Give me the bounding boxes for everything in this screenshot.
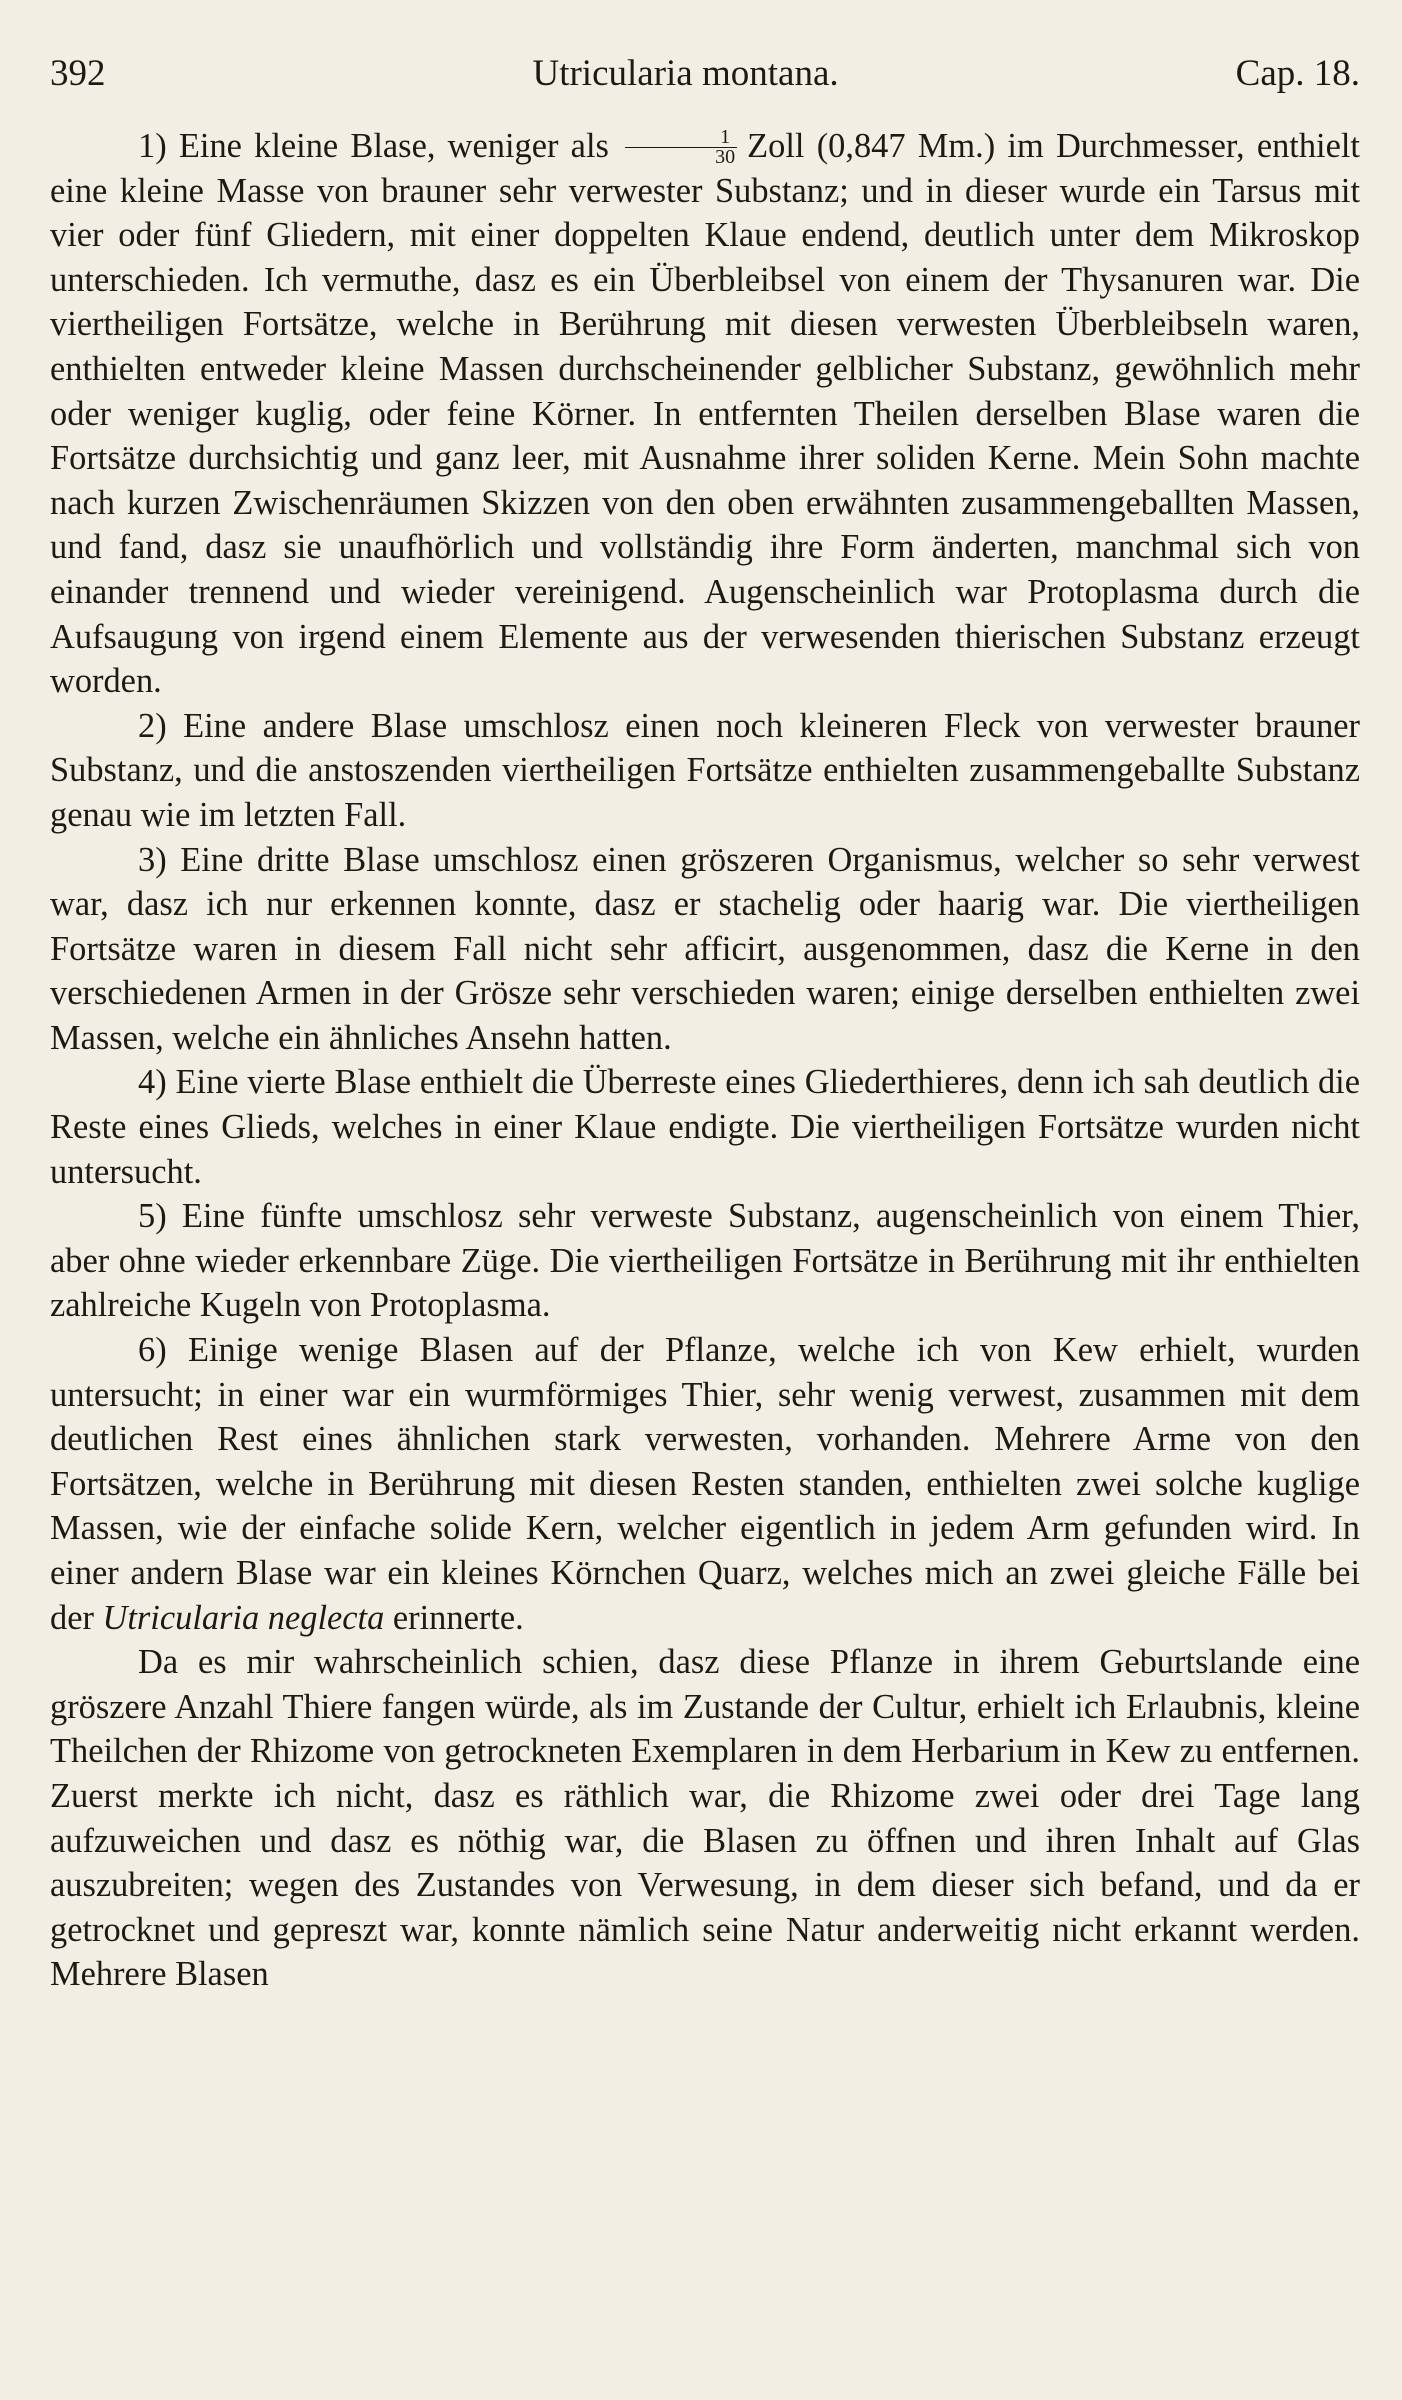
- paragraph-6-start: 6) Einige wenige Blasen auf der Pflanze, welche ich von Kew erhielt, wurden untersucht; in einer war ein wurmförmiges Thier, sehr wenig verwest, zusammen mit dem deutlichen Rest eines ähnlichen stark verwesten, vorhanden. Mehrere Arme von den Fortsätzen, welche in Berührung mit diesen Resten standen, enthielten zwei solche kuglige Massen, wie der einfache solide Kern, welcher eigentlich in jedem Arm gefunden wird. In einer andern Blase war ein kleines Körnchen Quarz, welches mich an zwei gleiche Fälle bei der: [50, 1331, 1360, 1637]
- paragraph-1: [50, 124, 1360, 704]
- paragraph-4: 4) Eine vierte Blase enthielt die Überreste eines Gliederthieres, denn ich sah deutlich die Reste eines Glieds, welches in einer Klaue endigte. Die viertheiligen Fortsätze wurden nicht untersucht.: [50, 1063, 1360, 1191]
- chapter-label: Cap. 18.: [1235, 53, 1360, 94]
- paragraph-5: 5) Eine fünfte umschlosz sehr verweste Substanz, augenscheinlich von einem Thier, aber ohne wieder erkennbare Züge. Die viertheiligen Fortsätze in Berührung mit ihr enthielten zahlreiche Kugeln von Protoplasma.: [50, 1197, 1360, 1325]
- fraction: [625, 125, 737, 168]
- paragraph-6-end: erinnerte.: [392, 1598, 524, 1637]
- page-number: 392: [50, 53, 106, 94]
- paragraph-6: [50, 1328, 1360, 1640]
- fraction-denominator: 30: [715, 145, 736, 168]
- fraction-numerator: 1: [625, 128, 737, 148]
- species-name: Utricularia neglecta: [102, 1598, 385, 1637]
- paragraph-2: 2) Eine andere Blase umschlosz einen noch kleineren Fleck von verwester brauner Substanz, und die anstoszenden viertheiligen Fortsätze enthielten zusammengeballte Substanz genau wie im letzten Fall.: [50, 706, 1360, 834]
- running-title: Utricularia montana.: [532, 53, 839, 94]
- paragraph-1-start: 1) Eine kleine Blase, weniger als: [138, 127, 609, 165]
- paragraph-1-rest: Zoll (0,847 Mm.) im Durchmesser, enthielt eine kleine Masse von brauner sehr verwester Substanz; und in dieser wurde ein Tarsus mit vier oder fünf Gliedern, mit einer doppelten Klaue endend, deutlich unter dem Mikroskop unterschieden. Ich vermuthe, dasz es ein Überbleibsel von einem der Thysanuren war. Die viertheiligen Fortsätze, welche in Berührung mit diesen verwesten Überbleibseln waren, enthielten entweder kleine Massen durchscheinender gelblicher Substanz, gewöhnlich mehr oder weniger kuglig, oder feine Körner. In entfernten Theilen derselben Blase waren die Fortsätze durchsichtig und ganz leer, mit Ausnahme ihrer soliden Kerne. Mein Sohn machte nach kurzen Zwischenräumen Skizzen von den oben erwähnten zusammengeballten Massen, und fand, dasz sie unaufhörlich und vollständig ihre Form änderten, manchmal sich von einander trennend und wieder vereinigend. Augenscheinlich war Protoplasma durch die Aufsaugung von irgend einem Elemente aus der verwesenden thierischen Substanz erzeugt worden.: [50, 127, 1360, 701]
- paragraph-3: 3) Eine dritte Blase umschlosz einen gröszeren Organismus, welcher so sehr verwest war, dasz ich nur erkennen konnte, dasz er stachelig oder haarig war. Die viertheiligen Fortsätze waren in diesem Fall nicht sehr afficirt, ausgenommen, dasz die Kerne in den verschiedenen Armen in der Grösze sehr verschieden waren; einige derselben enthielten zwei Massen, welche ein ähnliches Ansehn hatten.: [50, 840, 1360, 1057]
- page-header: [50, 52, 1360, 110]
- paragraph-7: Da es mir wahrscheinlich schien, dasz diese Pflanze in ihrem Geburtslande eine gröszere Anzahl Thiere fangen würde, als im Zustande der Cultur, erhielt ich Erlaubnis, kleine Theilchen der Rhizome von getrockneten Exemplaren in dem Herbarium in Kew zu entfernen. Zuerst merkte ich nicht, dasz es räthlich war, die Rhizome zwei oder drei Tage lang aufzuweichen und dasz es nöthig war, die Blasen zu öffnen und ihren Inhalt auf Glas auszubreiten; wegen des Zustandes von Verwesung, in dem dieser sich befand, und da er getrocknet und gepreszt war, konnte nämlich seine Natur anderweitig nicht erkannt werden. Mehrere Blasen: [50, 1643, 1360, 1994]
- body-text: [50, 124, 1360, 1997]
